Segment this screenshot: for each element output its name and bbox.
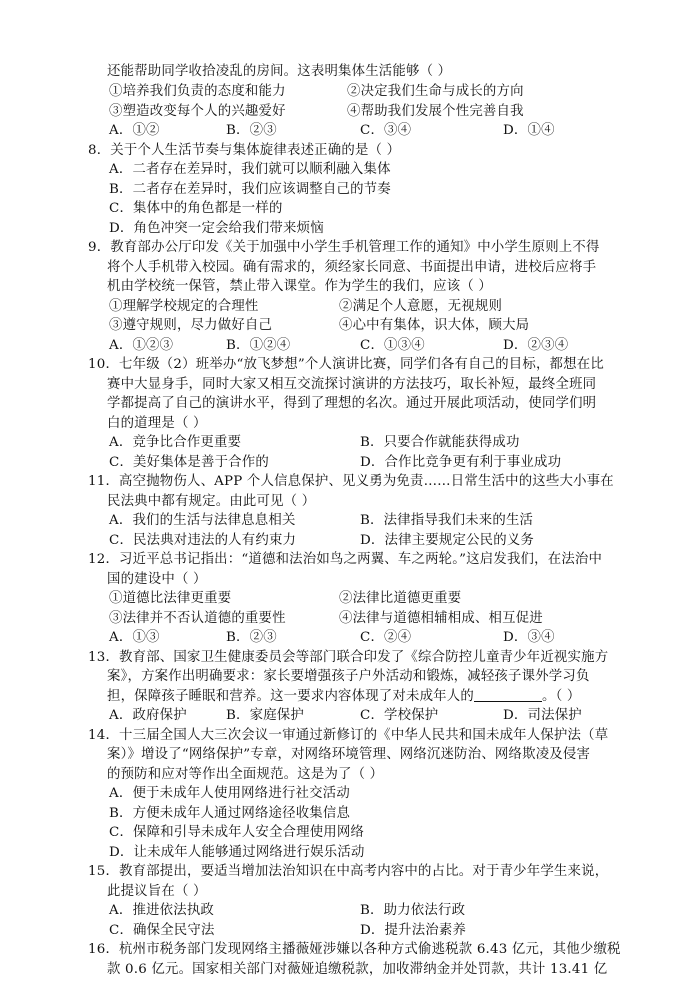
- q15-stem-line-1: 15．教育部提出，要适当增加法治知识在中高考内容中的占比。对于青少年学生来说，: [88, 864, 609, 879]
- q7-option-a: A．①②: [109, 123, 160, 138]
- q8-stem: 8．关于个人生活节奏与集体旋律表述正确的是（ ）: [88, 143, 401, 158]
- q15-option-a: A．推进依法执政: [109, 903, 215, 918]
- q12-option-a: A．①③: [109, 630, 160, 645]
- q14-option-a: A．便于未成年人使用网络进行社交活动: [109, 786, 350, 801]
- q12-option-d: D．③④: [503, 630, 555, 645]
- q9-item-4: ④心中有集体，识大体，顾大局: [339, 318, 530, 333]
- q10-stem-line-3: 学都提高了自己的演讲水平，得到了理想的名次。通过开展此项活动，使同学们明: [107, 396, 597, 411]
- q14-option-b: B．方便未成年人通过网络途径收集信息: [109, 806, 351, 821]
- q10-option-b: B．只要合作就能获得成功: [360, 435, 520, 450]
- q9-item-2: ②满足个人意愿，无视规则: [339, 299, 503, 314]
- q14-stem-line-2: 案）》增设了“网络保护”专章，对网络环境管理、网络沉迷防治、网络欺凌及侵害: [107, 747, 591, 762]
- q8-option-c: C．集体中的角色都是一样的: [109, 201, 283, 216]
- q12-item-4: ④法律与道德相辅相成、相互促进: [339, 611, 543, 626]
- q12-item-3: ③法律并不否认道德的重要性: [109, 611, 286, 626]
- q15-stem-line-2: 此提议旨在（ ）: [107, 884, 207, 899]
- q11-option-b: B．法律指导我们未来的生活: [360, 513, 534, 528]
- q13-option-c: C．学校保护: [360, 708, 439, 723]
- q12-item-1: ①道德比法律更重要: [109, 591, 232, 606]
- q8-option-d: D．角色冲突一定会给我们带来烦恼: [109, 221, 324, 236]
- q9-item-1: ①理解学校规定的合理性: [109, 299, 259, 314]
- q13-option-d: D．司法保护: [503, 708, 582, 723]
- q9-option-a: A．①②③: [109, 338, 174, 353]
- q11-option-d: D．法律主要规定公民的义务: [360, 533, 535, 548]
- q14-stem-line-1: 14．十三届全国人大三次会议一审通过新修订的《中华人民共和国未成年人保护法（草: [88, 728, 609, 743]
- q7-option-d: D．①④: [503, 123, 555, 138]
- answer-blank: [474, 687, 542, 702]
- q9-stem-line-2: 将个人手机带入校园。确有需求的，须经家长同意、书面提出申请，进校后应将手: [107, 260, 597, 275]
- q13-option-a: A．政府保护: [109, 708, 187, 723]
- q13-option-b: B．家庭保护: [226, 708, 304, 723]
- q13-stem-end: 。（ ）: [541, 689, 581, 704]
- q15-option-d: D．提升法治素养: [360, 923, 467, 938]
- q12-stem-line-2: 国的建设中（ ）: [107, 572, 207, 587]
- q9-stem-line-3: 机由学校统一保管，禁止带入课堂。作为学生的我们，应该（ ）: [107, 279, 492, 294]
- q10-option-a: A．竞争比合作更重要: [109, 435, 242, 450]
- q11-stem-line-2: 民法典中都有规定。由此可见（ ）: [107, 494, 316, 509]
- q9-option-d: D．②③④: [503, 338, 569, 353]
- q7-item-3: ③塑造改变每个人的兴趣爱好: [109, 104, 286, 119]
- q15-option-c: C．确保全民守法: [109, 923, 215, 938]
- q9-option-c: C．①③④: [360, 338, 425, 353]
- q8-option-b: B．二者存在差异时，我们应该调整自己的节奏: [109, 182, 391, 197]
- q13-stem-line-1: 13．教育部、国家卫生健康委员会等部门联合印发了《综合防控儿童青少年近视实施方: [88, 650, 609, 665]
- q14-option-d: D．让未成年人能够通过网络进行娱乐活动: [109, 845, 365, 860]
- q10-option-c: C．美好集体是善于合作的: [109, 455, 269, 470]
- q11-stem-line-1: 11．高空抛物伤人、APP 个人信息保护、见义勇为免责……日常生活中的这些大小事在: [88, 474, 614, 489]
- q13-stem-line-3: [107, 687, 580, 707]
- q16-stem-line-2: 款 0.6 亿元。国家相关部门对薇娅追缴税款，加收滞纳金并处罚款，共计 13.41 亿: [107, 962, 608, 977]
- q14-option-c: C．保障和引导未成年人安全合理使用网络: [109, 825, 365, 840]
- q10-stem-line-2: 赛中大显身手，同时大家又相互交流探讨演讲的方法技巧，取长补短，最终全班同: [107, 377, 597, 392]
- q10-stem-line-4: 白的道理是（ ）: [107, 416, 207, 431]
- q7-stem: 还能帮助同学收拾凌乱的房间。这表明集体生活能够（ ）: [107, 64, 452, 79]
- q15-option-b: B．助力依法行政: [360, 903, 466, 918]
- q12-item-2: ②法律比道德更重要: [339, 591, 462, 606]
- q16-stem-line-1: 16．杭州市税务部门发现网络主播薇娅涉嫌以各种方式偷逃税款 6.43 亿元，其他少缴税: [88, 942, 621, 957]
- q7-item-4: ④帮助我们发展个性完善自我: [347, 104, 524, 119]
- q7-option-b: B．②③: [226, 123, 277, 138]
- q14-stem-line-3: 的预防和应对等作出全面规范。这是为了（ ）: [107, 767, 384, 782]
- q9-stem-line-1: 9．教育部办公厅印发《关于加强中小学生手机管理工作的通知》中小学生原则上不得: [88, 240, 600, 255]
- q8-option-a: A．二者存在差异时，我们就可以顺利融入集体: [109, 162, 391, 177]
- q12-stem-line-1: 12．习近平总书记指出：“道德和法治如鸟之两翼、车之两轮。”这启发我们，在法治中: [88, 552, 603, 567]
- q13-stem-line-2: 案》，方案作出明确要求：家长要增强孩子户外活动和锻炼，减轻孩子课外学习负: [107, 669, 590, 684]
- q12-option-c: C．②④: [360, 630, 412, 645]
- q11-option-c: C．民法典对违法的人有约束力: [109, 533, 297, 548]
- q10-option-d: D．合作比竞争更有利于事业成功: [360, 455, 562, 470]
- q13-stem-text: 担，保障孩子睡眠和营养。这一要求内容体现了对未成年人的: [107, 689, 474, 704]
- q7-item-1: ①培养我们负责的态度和能力: [109, 84, 286, 99]
- q10-stem-line-1: 10．七年级（2）班举办“放飞梦想”个人演讲比赛，同学们各有自己的目标，都想在比: [88, 357, 604, 372]
- q11-option-a: A．我们的生活与法律息息相关: [109, 513, 296, 528]
- q7-option-c: C．③④: [360, 123, 412, 138]
- q12-option-b: B．②③: [226, 630, 277, 645]
- q7-item-2: ②决定我们生命与成长的方向: [347, 84, 524, 99]
- q9-item-3: ③遵守规则，尽力做好自己: [109, 318, 273, 333]
- q9-option-b: B．①②④: [226, 338, 291, 353]
